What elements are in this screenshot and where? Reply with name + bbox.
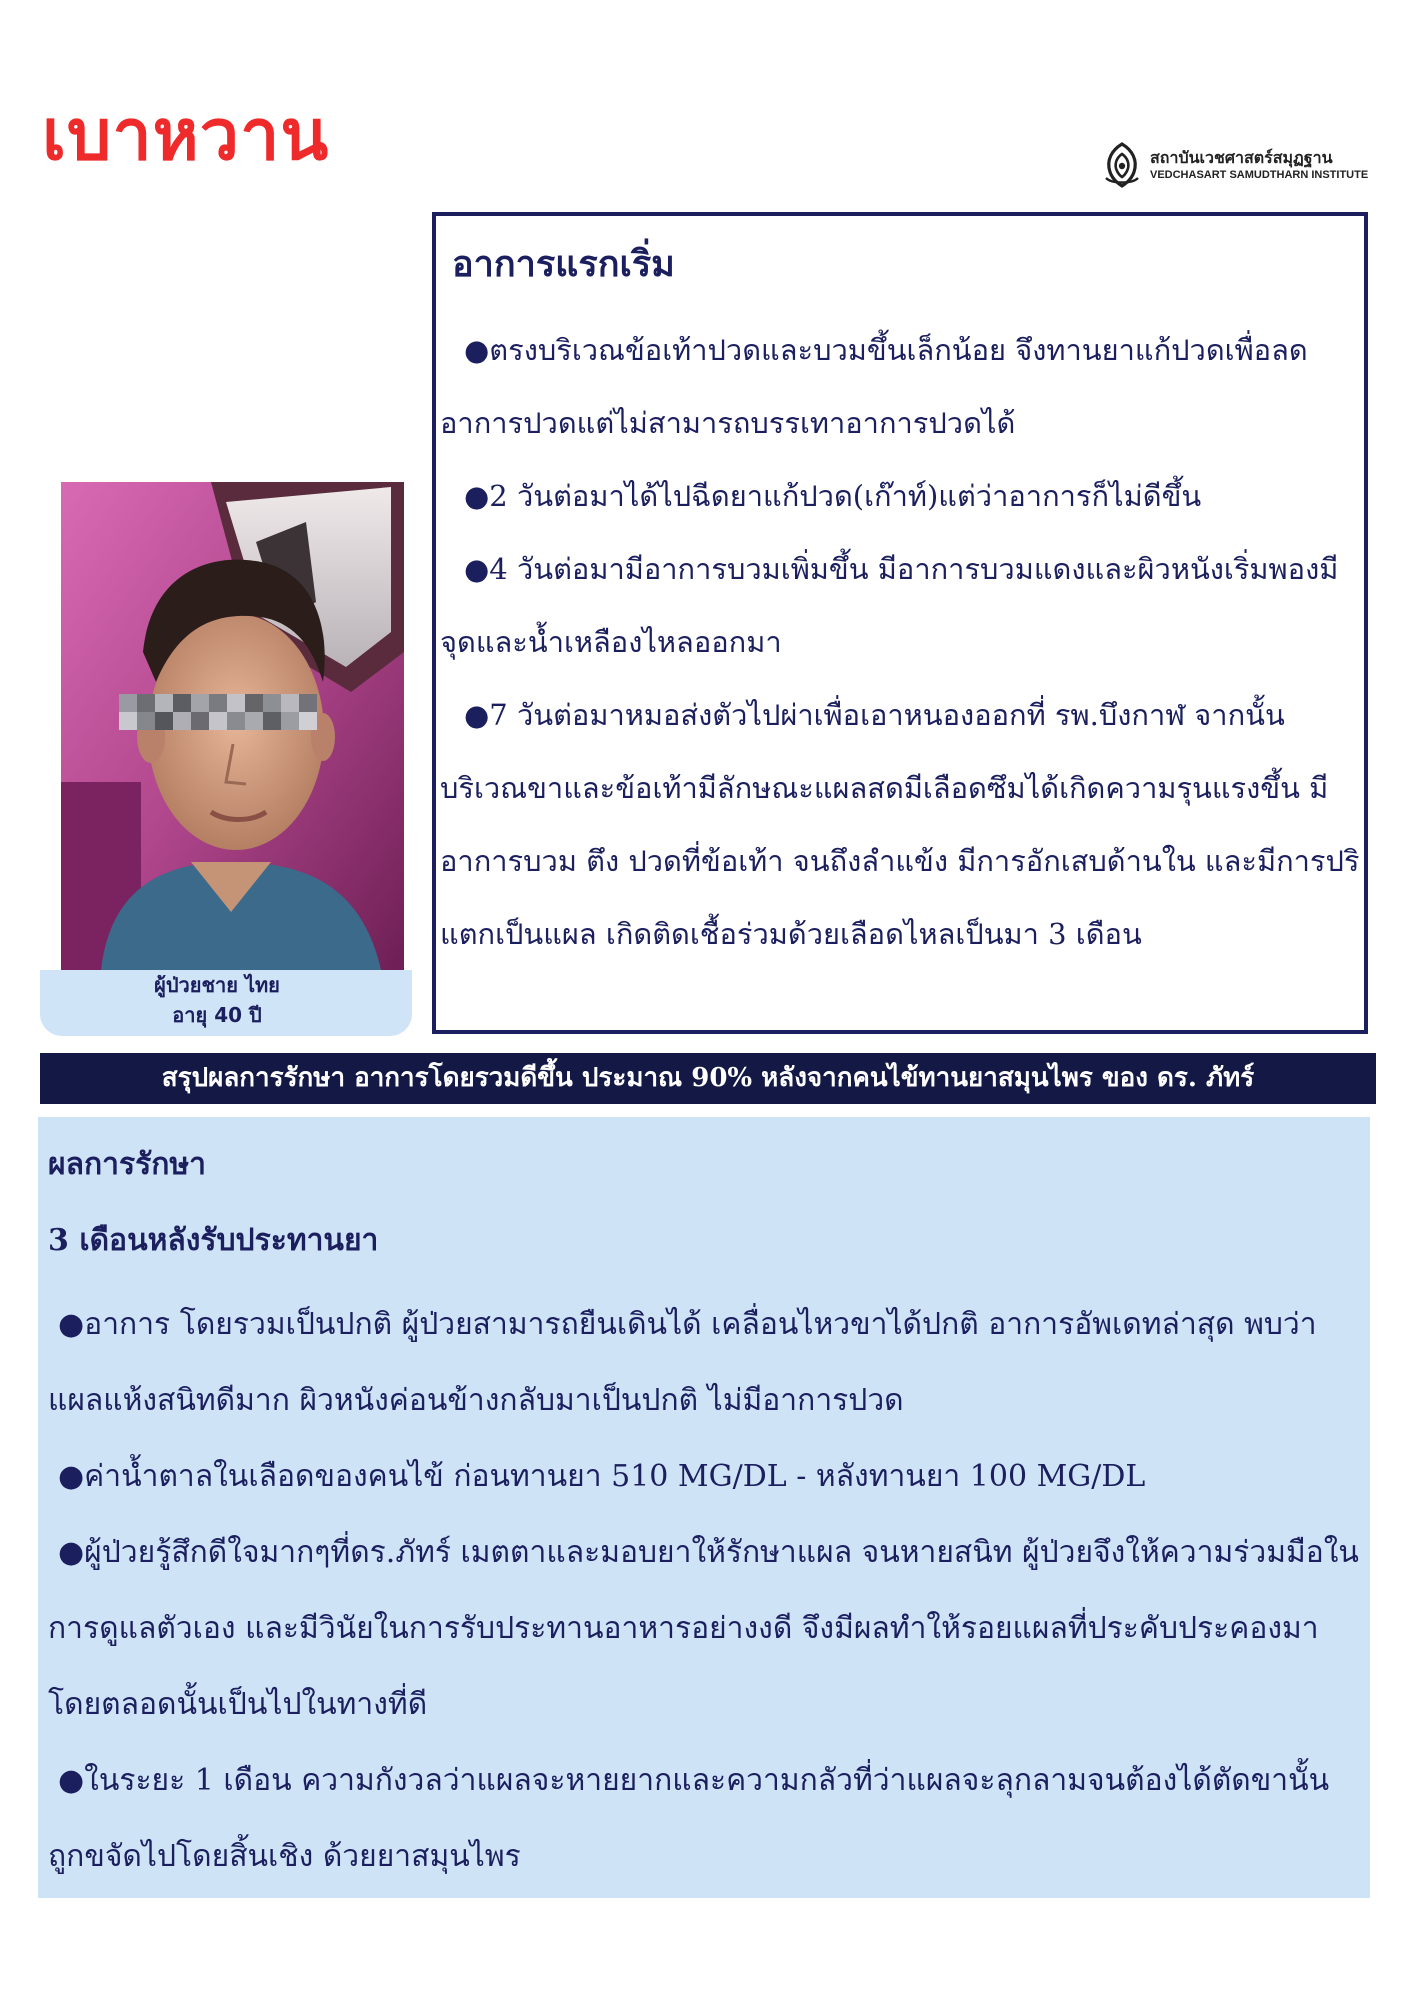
page-title: เบาหวาน — [42, 94, 330, 176]
institute-logo-icon — [1100, 140, 1144, 190]
institute-logo — [1100, 137, 1382, 193]
patient-age: อายุ 40 ปี — [172, 1003, 262, 1027]
results-list — [48, 1287, 1363, 1895]
patient-caption — [40, 970, 412, 1036]
patient-photo-image — [61, 482, 404, 970]
result-item: ●อาการ โดยรวมเป็นปกติ ผู้ป่วยสามารถยืนเดินได้ เคลื่อนไหวขาได้ปกติ อาการอัพเดทล่าสุด พบว่าแผลแห้งสนิทดีมาก ผิวหนังค่อนข้างกลับมาเป็นปกติ ไม่มีอาการปวด — [48, 1307, 1317, 1418]
symptom-item: ●4 วันต่อมามีอาการบวมเพิ่มขึ้น มีอาการบวมแดงและผิวหนังเริ่มพองมีจุดและน้ำเหลืองไหลออกมา — [440, 552, 1339, 659]
result-item: ●ผู้ป่วยรู้สึกดีใจมากๆที่ดร.ภัทร์ เมตตาและมอบยาให้รักษาแผล จนหายสนิท ผู้ป่วยจึงให้ความร่วมมือในการดูแลตัวเอง และมีวินัยในการรับประทานอาหารอย่างงดี จึงมีผลทำให้รอยแผลที่ประคับประคองมาโดยตลอดนั้นเป็นไปในทางที่ดี — [48, 1535, 1359, 1722]
patient-photo — [61, 482, 404, 970]
symptom-item: ●ตรงบริเวณข้อเท้าปวดและบวมขึ้นเล็กน้อย จึงทานยาแก้ปวดเพื่อลดอาการปวดแต่ไม่สามารถบรรเทาอาการปวดได้ — [440, 333, 1308, 440]
treatment-results-panel — [38, 1117, 1370, 1898]
result-item: ●ค่าน้ำตาลในเลือดของคนไข้ ก่อนทานยา 510 MG/DL - หลังทานยา 100 MG/DL — [58, 1459, 1146, 1494]
symptom-item: ●7 วันต่อมาหมอส่งตัวไปผ่าเพื่อเอาหนองออกที่ รพ.บึงกาฬ จากนั้นบริเวณขาและข้อเท้ามีลักษณะแผลสดมีเลือดซึมได้เกิดความรุนแรงขึ้น มีอาการบวม ตึง ปวดที่ข้อเท้า จนถึงลำแข้ง มีการอักเสบด้านใน และมีการปริแตกเป็นแผล เกิดติดเชื้อร่วมด้วยเลือดไหลเป็นมา 3 เดือน — [440, 698, 1360, 951]
privacy-blur-mosaic — [119, 694, 317, 730]
results-subtitle: 3 เดือนหลังรับประทานยา — [48, 1223, 379, 1258]
symptoms-title: อาการแรกเริ่ม — [452, 243, 675, 285]
symptoms-list — [440, 314, 1365, 971]
results-title: ผลการรักษา — [48, 1147, 206, 1182]
result-item: ●ในระยะ 1 เดือน ความกังวลว่าแผลจะหายยากและความกลัวที่ว่าแผลจะลุกลามจนต้องได้ตัดขานั้นถูกขจัดไปโดยสิ้นเชิง ด้วยยาสมุนไพร — [48, 1763, 1330, 1874]
symptom-item: ●2 วันต่อมาได้ไปฉีดยาแก้ปวด(เก๊าท์)แต่ว่าอาการก็ไม่ดีขึ้น — [464, 479, 1202, 513]
initial-symptoms-box — [432, 212, 1368, 1034]
treatment-summary-bar: สรุปผลการรักษา อาการโดยรวมดีขึ้น ประมาณ 90% หลังจากคนไข้ทานยาสมุนไพร ของ ดร. ภัทร์ — [40, 1053, 1376, 1104]
logo-text-thai: สถาบันเวชศาสตร์สมุฏฐาน — [1150, 148, 1333, 167]
patient-sex-nationality: ผู้ป่วยชาย ไทย — [154, 973, 280, 997]
logo-text-english: VEDCHASART SAMUDTHARN INSTITUTE — [1150, 169, 1369, 181]
